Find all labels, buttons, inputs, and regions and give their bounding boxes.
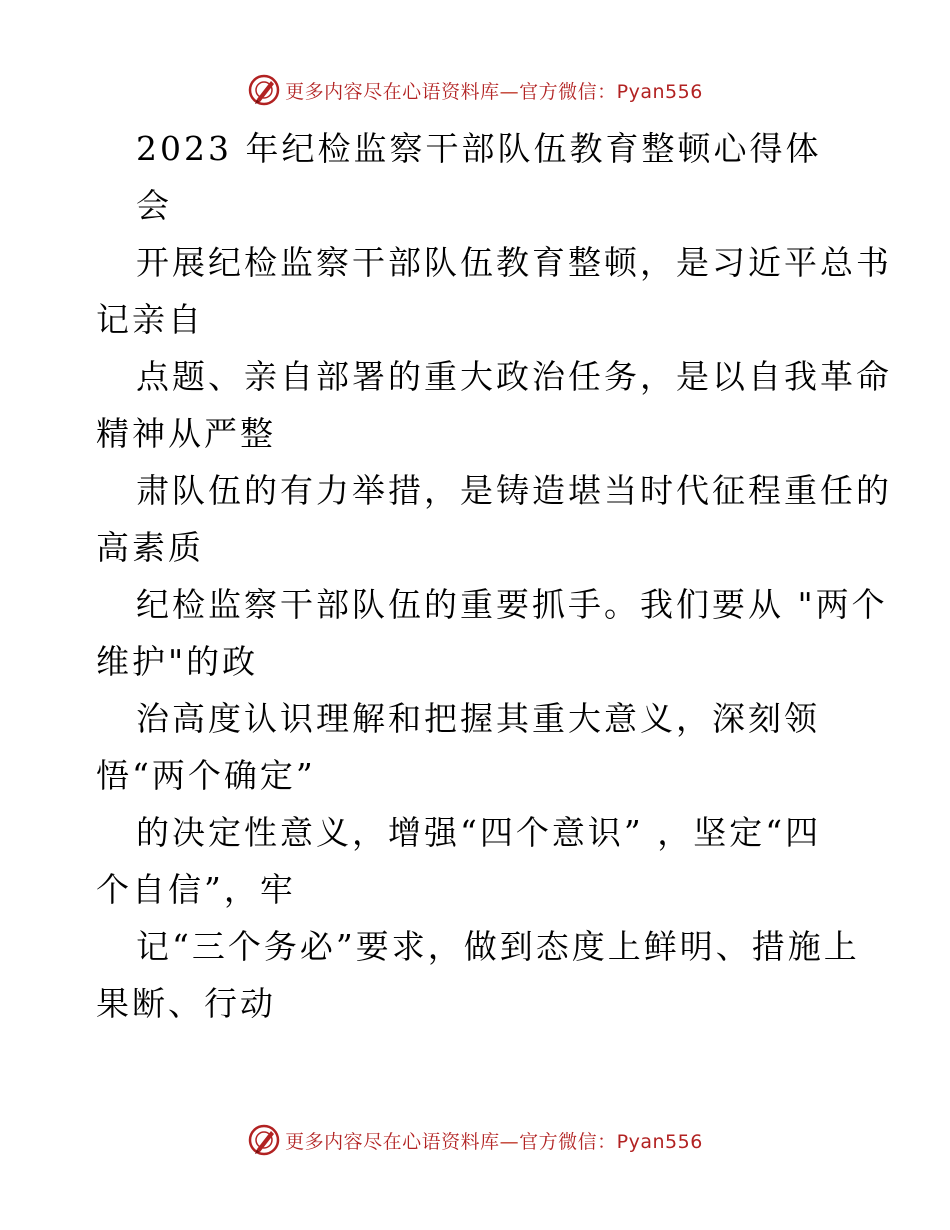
text-line-16: 果断、行动 bbox=[96, 984, 276, 1023]
watermark-main-text: 更多内容尽在心语资料库 bbox=[285, 1130, 500, 1153]
logo-icon bbox=[247, 1123, 281, 1157]
document-body bbox=[96, 120, 892, 1032]
watermark-main-text: 更多内容尽在心语资料库 bbox=[285, 80, 500, 103]
text-line-5: 点题、亲自部署的重大政治任务，是以自我革命 bbox=[136, 357, 892, 396]
text-line-2: 会 bbox=[136, 186, 172, 225]
logo-icon bbox=[247, 73, 281, 107]
text-line-13: 的决定性意义，增强“四个意识” ，坚定“四 bbox=[136, 813, 822, 852]
text-line-14: 个自信”，牢 bbox=[96, 870, 296, 909]
watermark-sub-text: 官方微信：Pyan556 bbox=[519, 1130, 703, 1153]
watermark-dash: — bbox=[499, 1130, 520, 1153]
text-line-3: 开展纪检监察干部队伍教育整顿，是习近平总书 bbox=[136, 243, 892, 282]
text-line-15: 记“三个务必”要求，做到态度上鲜明、措施上 bbox=[136, 927, 860, 966]
footer-watermark bbox=[0, 1120, 950, 1160]
text-line-1: 2023 年纪检监察干部队伍教育整顿心得体 bbox=[136, 129, 822, 168]
text-line-10: 维护"的政 bbox=[96, 642, 259, 681]
header-watermark bbox=[0, 70, 950, 110]
text-line-12: 悟“两个确定” bbox=[96, 756, 316, 795]
watermark-text bbox=[285, 1127, 703, 1154]
text-line-4: 记亲自 bbox=[96, 300, 204, 339]
text-line-11: 治高度认识理解和把握其重大意义，深刻领 bbox=[136, 699, 820, 738]
watermark-text bbox=[285, 77, 703, 104]
watermark-sub-text: 官方微信：Pyan556 bbox=[519, 80, 703, 103]
watermark-dash: — bbox=[499, 80, 520, 103]
text-line-8: 高素质 bbox=[96, 528, 204, 567]
text-line-6: 精神从严整 bbox=[96, 414, 276, 453]
text-line-9: 纪检监察干部队伍的重要抓手。我们要从 "两个 bbox=[136, 585, 888, 624]
text-line-7: 肃队伍的有力举措，是铸造堪当时代征程重任的 bbox=[136, 471, 892, 510]
